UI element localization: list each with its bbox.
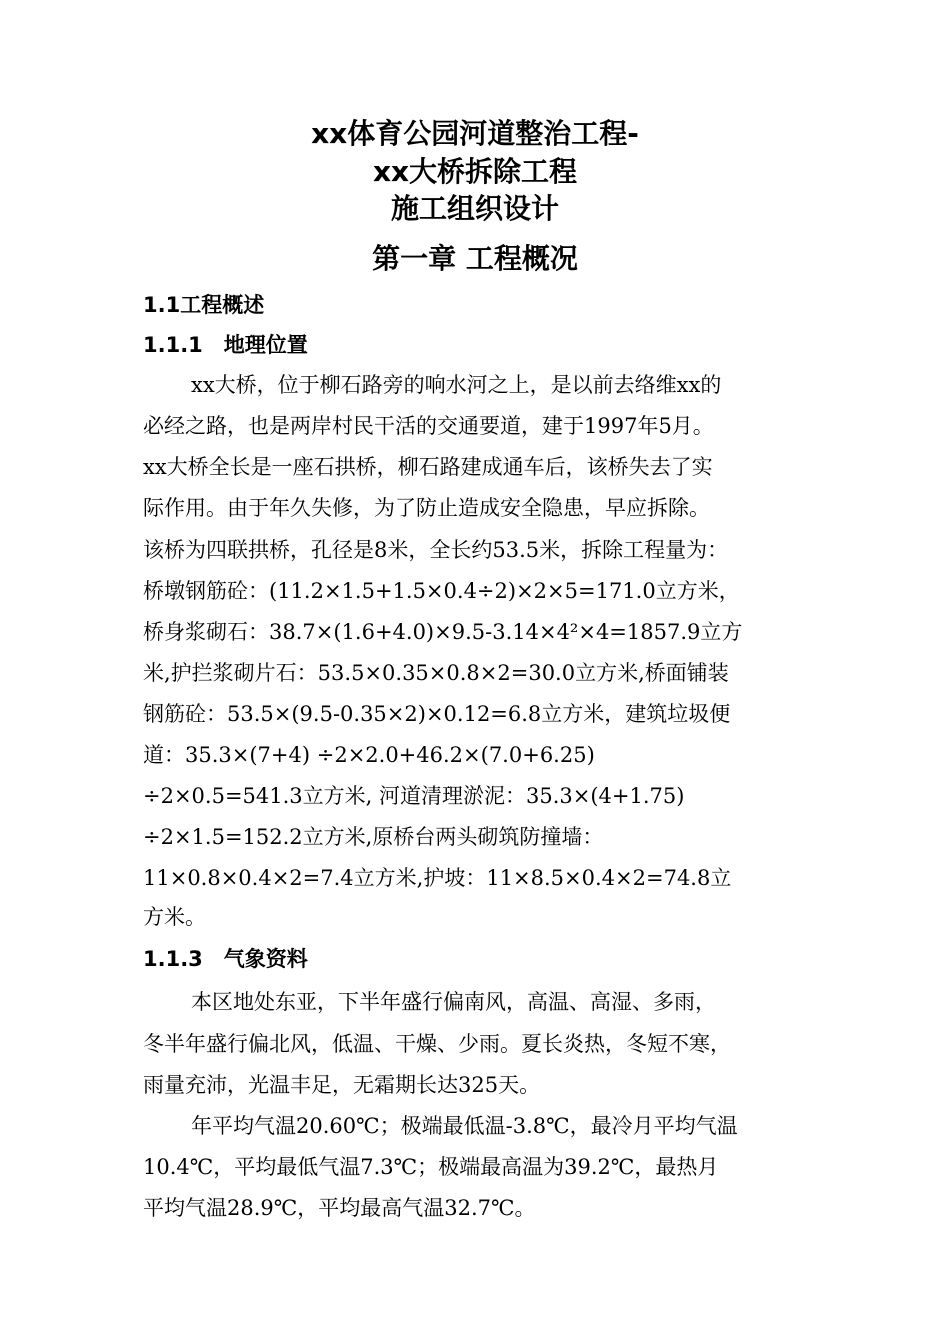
- body-line: 雨量充沛，光温丰足，无霜期长达325天。: [143, 1073, 541, 1097]
- section-heading-1-1-1: 1.1.1 地理位置: [143, 333, 308, 357]
- body-line: 必经之路，也是两岸村民干活的交通要道，建于1997年5月。: [143, 414, 714, 438]
- section-heading-1-1-3: 1.1.3 气象资料: [143, 947, 308, 971]
- doc-title-line-1: xx体育公园河道整治工程-: [311, 117, 639, 150]
- body-line: 方米。: [143, 905, 206, 929]
- body-line: 该桥为四联拱桥，孔径是8米，全长约53.5米，拆除工程量为：: [143, 538, 729, 562]
- body-line: xx大桥，位于柳石路旁的响水河之上，是以前去络维xx的: [191, 373, 722, 397]
- body-line: 道：35.3×(7+4) ÷2×2.0+46.2×(7.0+6.25): [143, 743, 595, 767]
- body-line: ÷2×0.5=541.3立方米, 河道清理淤泥：35.3×(4+1.75): [143, 784, 685, 808]
- body-line: 年平均气温20.60℃；极端最低温-3.8℃，最冷月平均气温: [191, 1114, 738, 1138]
- body-line: 际作用。由于年久失修，为了防止造成安全隐患，早应拆除。: [143, 496, 710, 520]
- body-line: 11×0.8×0.4×2=7.4立方米,护坡：11×8.5×0.4×2=74.8立: [143, 866, 732, 890]
- body-line: 10.4℃，平均最低气温7.3℃；极端最高温为39.2℃，最热月: [143, 1155, 719, 1179]
- chapter-heading: 第一章 工程概况: [372, 242, 578, 275]
- body-line: ÷2×1.5=152.2立方米,原桥台两头砌筑防撞墙：: [143, 825, 604, 849]
- body-line: 平均气温28.9℃，平均最高气温32.7℃。: [143, 1196, 536, 1220]
- body-line: 本区地处东亚，下半年盛行偏南风，高温、高湿、多雨，: [191, 990, 716, 1014]
- doc-title-line-2: xx大桥拆除工程: [372, 155, 578, 188]
- body-line: 米,护拦浆砌片石：53.5×0.35×0.8×2=30.0立方米,桥面铺装: [143, 661, 729, 685]
- body-line: xx大桥全长是一座石拱桥，柳石路建成通车后，该桥失去了实: [143, 455, 713, 479]
- doc-title-line-3: 施工组织设计: [390, 192, 559, 225]
- section-heading-1-1: 1.1工程概述: [143, 293, 265, 317]
- body-line: 桥身浆砌石：38.7×(1.6+4.0)×9.5-3.14×4²×4=1857.9立方: [143, 620, 743, 644]
- body-line: 桥墩钢筋砼：(11.2×1.5+1.5×0.4÷2)×2×5=171.0立方米，: [143, 579, 740, 603]
- body-line: 冬半年盛行偏北风，低温、干燥、少雨。夏长炎热，冬短不寒，: [143, 1032, 731, 1056]
- body-line: 钢筋砼：53.5×(9.5-0.35×2)×0.12=6.8立方米，建筑垃圾便: [143, 702, 731, 726]
